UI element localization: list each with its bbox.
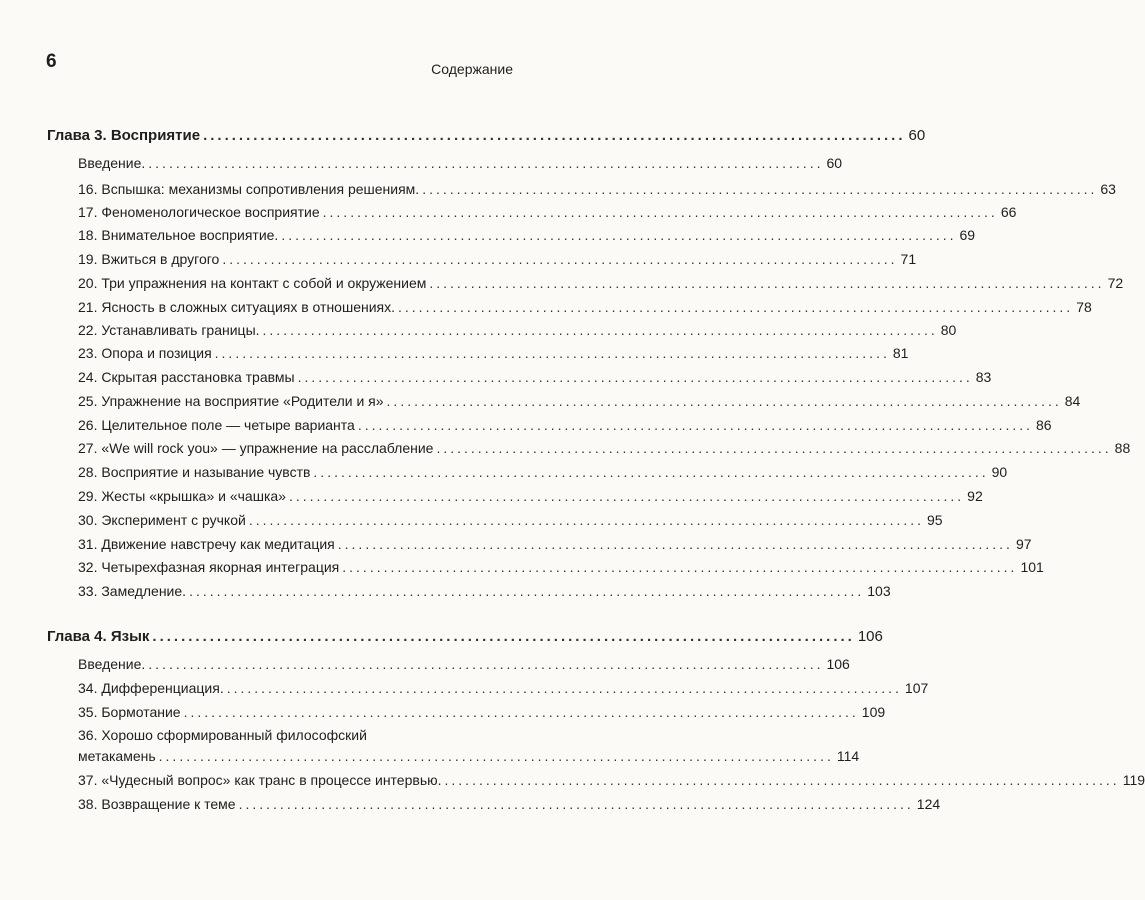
toc-entry-title: 27. «We will rock you» — упражнение на расслабление [78,440,434,456]
toc-page-number: 88 [1114,440,1131,456]
toc-entry [78,321,957,339]
toc-page-number: 60 [908,127,926,144]
toc-entry [78,703,886,721]
toc-entry-title: 24. Скрытая расстановка травмы [78,369,295,385]
dot-leader: .................................................................................................. [248,512,925,528]
toc-entry [78,582,891,600]
toc-entry [78,747,860,765]
toc-entry [78,298,1092,316]
dot-leader: .................................................................................................. [152,628,855,645]
dot-leader: .................................................................................................. [214,345,890,361]
toc-page-number: 95 [927,512,943,528]
dot-leader: .................................................................................................. [148,656,824,672]
toc-page-number: 60 [826,155,843,171]
toc-entry [78,487,983,505]
dot-leader: .................................................................................................. [313,464,989,480]
toc-entry-title: 16. Вспышка: механизмы сопротивления решениям. [78,181,420,197]
toc-page-number: 109 [861,704,886,720]
toc-entry [78,416,1052,434]
dot-leader: .................................................................................................. [444,772,1120,788]
toc-entry [78,154,843,172]
dot-leader: .................................................................................................. [342,559,1018,575]
running-head: Содержание [431,61,513,77]
toc-entry-title: 23. Опора и позиция [78,345,212,361]
toc-entry [78,655,850,673]
dot-leader: .................................................................................................. [337,536,1013,552]
toc-entry [78,795,941,813]
toc-entry [78,679,929,697]
toc-page-number: 63 [1100,181,1116,197]
toc-entry [78,203,1017,221]
dot-leader: .................................................................................................. [429,275,1105,291]
toc-page-number: 103 [867,583,891,599]
toc-entry-title: 26. Целительное поле — четыре варианта [78,417,355,433]
dot-leader: .................................................................................................. [357,417,1034,433]
dot-leader: .................................................................................................. [238,796,914,812]
toc-page-number: 124 [916,796,941,812]
toc-entry-title: 38. Возвращение к теме [78,796,236,812]
toc-page-number: 83 [975,369,992,385]
dot-leader: .................................................................................................. [288,488,965,504]
toc-entry-title: 17. Феноменологическое восприятие [78,204,320,220]
toc-chapter-title: Глава 4. Язык [47,628,150,645]
toc-page-number: 114 [836,748,860,764]
toc-entry [78,250,917,268]
toc-entry-title: 35. Бормотание [78,704,181,720]
toc-entry [78,344,909,362]
dot-leader: .................................................................................................. [281,227,957,243]
toc-entry-title: 37. «Чудесный вопрос» как транс в процессе интервью. [78,772,442,788]
toc-chapter-title: Глава 3. Восприятие [47,127,201,144]
dot-leader: .................................................................................................. [297,369,973,385]
toc-entry-title: 34. Дифференциация. [78,680,224,696]
toc-page-number: 107 [904,680,929,696]
toc-page-number: 119 [1122,772,1145,788]
toc-entry-title-line1: 36. Хорошо сформированный философский [78,727,367,743]
toc-entry-title: 21. Ясность в сложных ситуациях в отношениях. [78,299,396,315]
toc-chapter-4 [47,628,883,646]
toc-entry [78,558,1044,576]
toc-page-number: 72 [1107,275,1124,291]
toc-page-number: 81 [892,345,909,361]
dot-leader: .................................................................................................. [422,181,1098,197]
toc-entry-title: 22. Устанавливать границы. [78,322,260,338]
toc-page-number: 90 [991,464,1008,480]
dot-leader: .................................................................................................. [386,393,1062,409]
toc-page-number: 71 [900,251,917,267]
toc-page-number: 86 [1036,417,1052,433]
toc-entry [78,274,1124,292]
dot-leader: .................................................................................................. [183,704,859,720]
dot-leader: .................................................................................................. [148,155,824,171]
toc-page-number: 92 [967,488,983,504]
toc-page-number: 78 [1076,299,1092,315]
dot-leader: .................................................................................................. [203,127,906,144]
toc-entry [78,439,1131,457]
toc-entry-title: 25. Упражнение на восприятие «Родители и я» [78,393,384,409]
toc-entry-title: 28. Восприятие и называние чувств [78,464,311,480]
page-number: 6 [46,51,57,72]
toc-entry [78,392,1081,410]
toc-entry [78,368,992,386]
toc-page-number: 106 [857,628,883,645]
toc-entry [78,511,943,529]
dot-leader: .................................................................................................. [262,322,938,338]
toc-entry [78,535,1032,553]
toc-entry-title: 33. Замедление. [78,583,187,599]
toc-entry-title: Введение. [78,656,146,672]
dot-leader: .................................................................................................. [226,680,902,696]
toc-chapter-3 [47,127,926,145]
dot-leader: .................................................................................................. [398,299,1074,315]
dot-leader: .................................................................................................. [158,748,834,764]
toc-page-number: 66 [1000,204,1017,220]
toc-page-number: 106 [826,656,850,672]
toc-entry-title: Введение. [78,155,146,171]
toc-entry-title-line2: метакамень [78,748,156,764]
toc-entry [78,771,1145,789]
toc-entry [78,226,976,244]
toc-entry-title: 32. Четырехфазная якорная интеграция [78,559,340,575]
toc-entry-title: 31. Движение навстречу как медитация [78,536,335,552]
toc-page-number: 84 [1064,393,1081,409]
toc-entry [78,180,1116,198]
toc-entry-title: 19. Вжиться в другого [78,251,220,267]
toc-entry-title: 30. Эксперимент с ручкой [78,512,246,528]
toc-page-number: 97 [1015,536,1032,552]
toc-entry-title: 18. Внимательное восприятие. [78,227,279,243]
toc-entry [78,463,1008,481]
toc-entry-title: 20. Три упражнения на контакт с собой и окружением [78,275,427,291]
toc-entry-title: 29. Жесты «крышка» и «чашка» [78,488,286,504]
toc-page-number: 69 [959,227,976,243]
dot-leader: .................................................................................................. [189,583,865,599]
toc-page-number: 80 [940,322,957,338]
dot-leader: .................................................................................................. [322,204,998,220]
dot-leader: .................................................................................................. [222,251,898,267]
toc-page-number: 101 [1020,559,1044,575]
dot-leader: .................................................................................................. [436,440,1112,456]
